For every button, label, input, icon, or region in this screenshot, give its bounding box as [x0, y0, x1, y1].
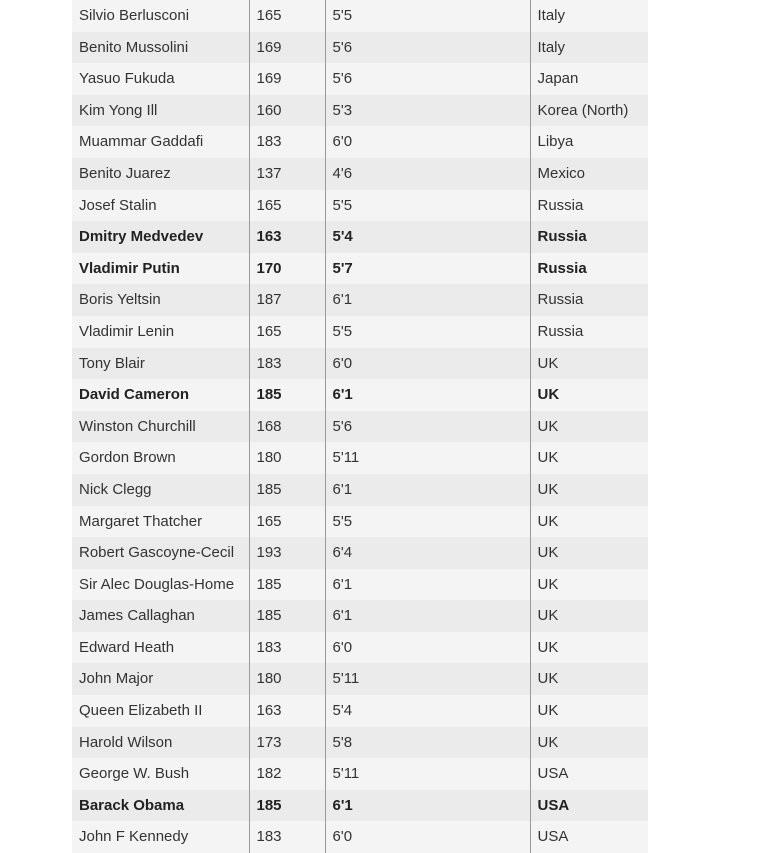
- country-cell: Russia: [537, 322, 584, 340]
- leader-name-cell: George W. Bush: [72, 758, 249, 790]
- height-ft-cell: 6'0: [325, 126, 530, 158]
- leader-name-cell: John Major: [72, 663, 249, 695]
- height-ft-cell: 5'6: [325, 411, 530, 443]
- height-cm-cell: 183: [249, 821, 325, 853]
- height-ft-cell: 5'11: [325, 442, 530, 474]
- leader-name-cell: Benito Mussolini: [72, 32, 249, 64]
- country-cell: UK: [537, 480, 559, 498]
- height-cm-cell: 165: [249, 506, 325, 538]
- leader-name-cell: Gordon Brown: [72, 442, 249, 474]
- table-row: [72, 190, 648, 222]
- country-cell: USA: [537, 796, 570, 814]
- table-row: [72, 821, 648, 853]
- height-ft-cell: 5'5: [325, 316, 530, 348]
- height-ft-cell: 6'1: [325, 569, 530, 601]
- leader-name-cell: Yasuo Fukuda: [72, 63, 249, 95]
- height-ft-cell: 6'0: [325, 348, 530, 380]
- leader-name-cell: Queen Elizabeth II: [72, 695, 249, 727]
- leader-name-cell: Tony Blair: [72, 348, 249, 380]
- country-cell: Russia: [537, 291, 584, 309]
- leader-name-cell: Dmitry Medvedev: [72, 221, 249, 253]
- country-cell: UK: [537, 702, 559, 720]
- height-cm-cell: 185: [249, 569, 325, 601]
- height-cm-cell: 183: [249, 126, 325, 158]
- table-row: [72, 600, 648, 632]
- leader-name-cell: Nick Clegg: [72, 474, 249, 506]
- country-cell: UK: [537, 544, 559, 562]
- leader-name-cell: Robert Gascoyne-Cecil: [72, 537, 249, 569]
- table-row: [72, 0, 648, 32]
- height-cm-cell: 169: [249, 32, 325, 64]
- table-row: [72, 63, 648, 95]
- table-row: [72, 348, 648, 380]
- height-ft-cell: 6'4: [325, 537, 530, 569]
- country-cell: UK: [537, 575, 559, 593]
- height-ft-cell: 5'5: [325, 506, 530, 538]
- height-ft-cell: 5'6: [325, 32, 530, 64]
- leader-name-cell: Benito Juarez: [72, 158, 249, 190]
- height-ft-cell: 5'11: [325, 758, 530, 790]
- height-cm-cell: 182: [249, 758, 325, 790]
- table-row: [72, 474, 648, 506]
- height-ft-cell: 6'1: [325, 790, 530, 822]
- height-cm-cell: 185: [249, 474, 325, 506]
- table-row: [72, 32, 648, 64]
- country-cell: Korea (North): [537, 101, 629, 119]
- height-ft-cell: 5'4: [325, 221, 530, 253]
- leader-name-cell: Vladimir Putin: [72, 253, 249, 285]
- height-cm-cell: 163: [249, 695, 325, 727]
- height-cm-cell: 180: [249, 442, 325, 474]
- height-ft-cell: 6'0: [325, 821, 530, 853]
- leader-name-cell: Muammar Gaddafi: [72, 126, 249, 158]
- height-ft-cell: 5'6: [325, 63, 530, 95]
- table-row: [72, 695, 648, 727]
- heights-table-container: [72, 0, 648, 853]
- table-row: [72, 727, 648, 759]
- table-row: [72, 663, 648, 695]
- country-cell: Italy: [537, 7, 566, 24]
- table-row: [72, 411, 648, 443]
- height-cm-cell: 160: [249, 95, 325, 127]
- country-cell: Russia: [537, 259, 587, 277]
- country-cell: Russia: [537, 196, 584, 214]
- table-row: [72, 379, 648, 411]
- table-row: [72, 758, 648, 790]
- height-cm-cell: 185: [249, 379, 325, 411]
- leader-name-cell: Sir Alec Douglas-Home: [72, 569, 249, 601]
- table-body: [72, 0, 648, 853]
- height-cm-cell: 180: [249, 663, 325, 695]
- height-ft-cell: 6'1: [325, 284, 530, 316]
- height-cm-cell: 185: [249, 790, 325, 822]
- country-cell: UK: [537, 449, 559, 467]
- leader-name-cell: James Callaghan: [72, 600, 249, 632]
- country-cell: UK: [537, 638, 559, 656]
- leader-name-cell: Barack Obama: [72, 790, 249, 822]
- country-cell: UK: [537, 417, 559, 435]
- table-row: [72, 253, 648, 285]
- height-ft-cell: 5'5: [325, 0, 530, 32]
- leader-name-cell: Kim Yong Ill: [72, 95, 249, 127]
- height-ft-cell: 5'8: [325, 727, 530, 759]
- table-row: [72, 158, 648, 190]
- table-row: [72, 126, 648, 158]
- table-row: [72, 95, 648, 127]
- country-cell: Russia: [537, 228, 587, 246]
- country-cell: UK: [537, 670, 559, 688]
- leader-name-cell: Vladimir Lenin: [72, 316, 249, 348]
- leader-name-cell: Harold Wilson: [72, 727, 249, 759]
- height-cm-cell: 165: [249, 316, 325, 348]
- table-row: [72, 442, 648, 474]
- height-ft-cell: 5'4: [325, 695, 530, 727]
- leader-name-cell: Silvio Berlusconi: [72, 0, 249, 32]
- table-row: [72, 316, 648, 348]
- height-cm-cell: 183: [249, 632, 325, 664]
- country-cell: UK: [537, 386, 560, 404]
- height-ft-cell: 5'3: [325, 95, 530, 127]
- table-row: [72, 632, 648, 664]
- country-cell: USA: [537, 765, 569, 783]
- height-cm-cell: 169: [249, 63, 325, 95]
- height-ft-cell: 6'1: [325, 600, 530, 632]
- table-row: [72, 221, 648, 253]
- country-cell: Libya: [537, 133, 574, 151]
- height-ft-cell: 4'6: [325, 158, 530, 190]
- height-cm-cell: 185: [249, 600, 325, 632]
- height-cm-cell: 193: [249, 537, 325, 569]
- height-ft-cell: 6'1: [325, 474, 530, 506]
- leader-name-cell: Margaret Thatcher: [72, 506, 249, 538]
- country-cell: UK: [537, 607, 559, 625]
- height-cm-cell: 165: [249, 190, 325, 222]
- height-cm-cell: 183: [249, 348, 325, 380]
- height-ft-cell: 5'7: [325, 253, 530, 285]
- table-row: [72, 506, 648, 538]
- height-cm-cell: 168: [249, 411, 325, 443]
- height-cm-cell: 165: [249, 0, 325, 32]
- leader-name-cell: John F Kennedy: [72, 821, 249, 853]
- leaders-heights-table: [72, 0, 648, 853]
- table-row: [72, 790, 648, 822]
- table-row: [72, 537, 648, 569]
- country-cell: UK: [537, 733, 559, 751]
- leader-name-cell: Winston Churchill: [72, 411, 249, 443]
- country-cell: Japan: [537, 70, 579, 88]
- leader-name-cell: Edward Heath: [72, 632, 249, 664]
- table-row: [72, 284, 648, 316]
- height-cm-cell: 173: [249, 727, 325, 759]
- height-ft-cell: 5'5: [325, 190, 530, 222]
- country-cell: UK: [537, 354, 559, 372]
- table-row: [72, 569, 648, 601]
- country-cell: Italy: [537, 38, 566, 56]
- leader-name-cell: David Cameron: [72, 379, 249, 411]
- height-cm-cell: 163: [249, 221, 325, 253]
- country-cell: UK: [537, 512, 559, 530]
- height-ft-cell: 6'0: [325, 632, 530, 664]
- height-ft-cell: 6'1: [325, 379, 530, 411]
- height-cm-cell: 137: [249, 158, 325, 190]
- country-cell: USA: [537, 828, 569, 846]
- leader-name-cell: Boris Yeltsin: [72, 284, 249, 316]
- height-cm-cell: 187: [249, 284, 325, 316]
- height-ft-cell: 5'11: [325, 663, 530, 695]
- country-cell: Mexico: [537, 164, 586, 182]
- height-cm-cell: 170: [249, 253, 325, 285]
- leader-name-cell: Josef Stalin: [72, 190, 249, 222]
